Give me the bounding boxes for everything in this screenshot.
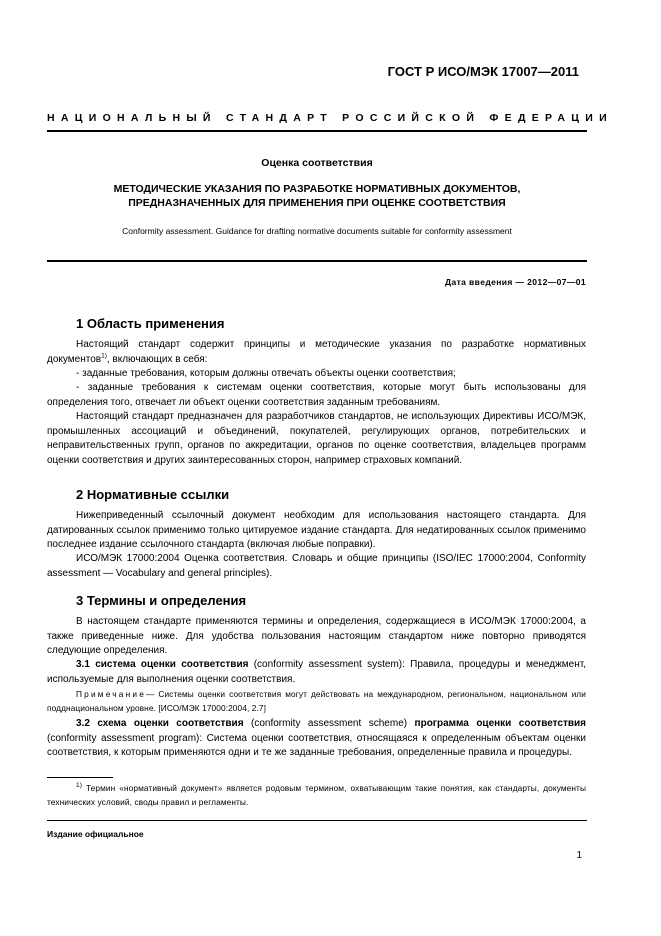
note-label: Примечание [76, 689, 147, 699]
document-id: ГОСТ Р ИСО/МЭК 17007—2011 [387, 64, 579, 79]
title-rule [47, 260, 587, 262]
footnote-rule [47, 777, 113, 778]
subject-title: Оценка соответствия [261, 157, 373, 169]
main-title-line-2: ПРЕДНАЗНАЧЕННЫХ ДЛЯ ПРИМЕНЕНИЯ ПРИ ОЦЕНКЕ СООТВЕТСТВИЯ [128, 197, 506, 209]
main-title [47, 182, 587, 210]
section-1-paragraph-1: Настоящий стандарт содержит принципы и методические указания по разработке нормативных документов$^{1)}$, включающих в себя: [47, 339, 586, 365]
note: Примечание— Системы оценки соответствия могут действовать на международном, региональном, национальном или подднациональном уровне. [ИСО/МЭК 17000:2004, 2.7] [47, 689, 586, 713]
footer-rule [47, 820, 587, 821]
section-1-heading: 1 Область применения [76, 316, 225, 331]
term-3-2: 3.2 схема оценки соответствия (conformity assessment scheme) программа оценки соответствия (conformity assessment program): Система оценки соответствия, относящаяся к определенным объектам оценки соответствия, к которым применяются одни и те же заданные требования, определенные правила и процедуры. [47, 718, 587, 758]
main-title-line-1: МЕТОДИЧЕСКИЕ УКАЗАНИЯ ПО РАЗРАБОТКЕ НОРМАТИВНЫХ ДОКУМЕНТОВ, [113, 183, 521, 195]
english-title: Conformity assessment. Guidance for drafting normative documents suitable for conformity assessment [122, 226, 512, 236]
term-3-1: 3.1 система оценки соответствия (conformity assessment system): Правила, процедуры и менеджмент, используемые для выполнения оценки соответствия. [47, 659, 586, 685]
header-rule [47, 130, 587, 132]
national-standard-header: НАЦИОНАЛЬНЫЙ СТАНДАРТ РОССИЙСКОЙ ФЕДЕРАЦИИ [47, 112, 613, 124]
section-1-list-item-1: - заданные требования, которым должны отвечать объекты оценки соответствия; [76, 368, 456, 379]
footnote-reference: 1) [101, 352, 107, 360]
footnote-mark: 1) [76, 782, 82, 790]
section-1-paragraph-2: Настоящий стандарт предназначен для разработчиков стандартов, не использующих Директивы ИСО/МЭК, промышленных ассоциаций и объединений, покупателей, регулирующих органов, потребительских и неправительственных групп, органов по аккредитации, органов по оценке соответствия, владельцев программ оценки соответствия и других заинтересованных сторон, например страховых компаний. [47, 411, 586, 466]
section-2-reference: ИСО/МЭК 17000:2004 Оценка соответствия. Словарь и общие принципы (ISO/IEC 17000:2004, Conformity assessment — Vocabulary and general principles). [47, 553, 586, 579]
section-3-paragraph-1: В настоящем стандарте применяются термины и определения, содержащиеся в ИСО/МЭК 17000:2004, а также приведенные ниже. Для удобства пользования настоящим стандартом ниже повторно приводятся следующие определения. [47, 616, 586, 656]
footnote: $^{1)}$ Термин «нормативный документ» является родовым термином, охватывающим такие понятия, как стандарты, документы технических условий, своды правил и регламенты. [47, 782, 587, 807]
term-3-2-synonym: программа оценки соответствия [414, 718, 587, 729]
term-3-1-name: система оценки соответствия [95, 659, 249, 670]
edition-label: Издание официальное [47, 829, 144, 839]
section-3-heading: 3 Термины и определения [76, 593, 247, 608]
introduction-date: Дата введения — 2012—07—01 [445, 277, 586, 287]
page-number: 1 [576, 850, 582, 861]
term-3-2-name: схема оценки соответствия [97, 718, 244, 729]
section-1-list-item-2: - заданные требования к системам оценки соответствия, которые могут быть использованы для определения того, отвечает ли объект оценки соответствия заданным требованиям. [47, 382, 586, 408]
section-2-paragraph-1: Нижеприведенный ссылочный документ необходим для использования настоящего стандарта. Для датированных ссылок применимо только цитируемое издание стандарта. Для недатированных ссылок применимо последнее издание ссылочного стандарта (включая любые поправки). [47, 510, 586, 550]
section-2-heading: 2 Нормативные ссылки [76, 487, 230, 502]
